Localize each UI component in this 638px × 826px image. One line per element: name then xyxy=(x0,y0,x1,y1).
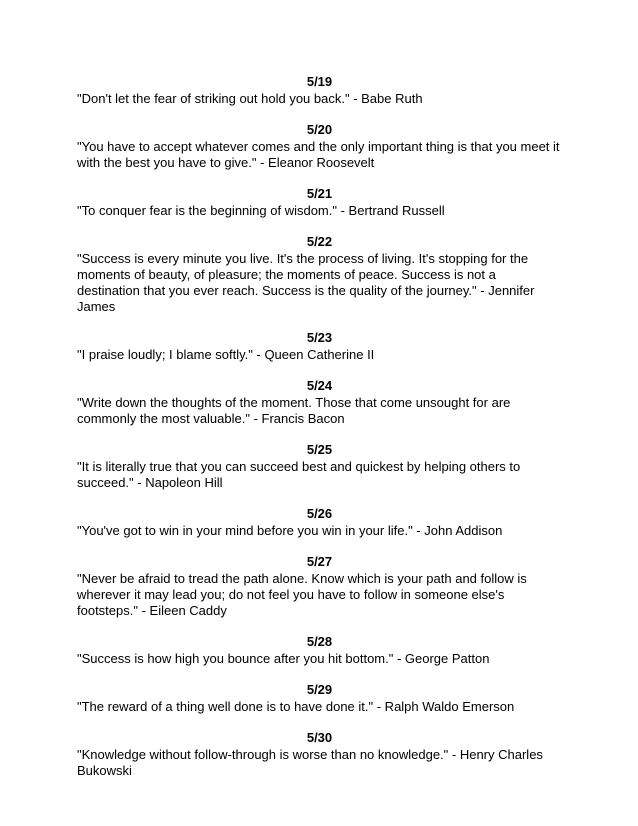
quote-entry xyxy=(77,554,562,619)
quote-text: "It is literally true that you can succeed best and quickest by helping others to succeed." - Napoleon Hill xyxy=(77,459,521,490)
quote-date: 5/29 xyxy=(306,682,333,697)
quote-entry xyxy=(77,442,562,491)
quote-entry xyxy=(77,330,562,363)
quote-entry xyxy=(77,730,562,779)
quote-date: 5/25 xyxy=(306,442,333,457)
quote-entry xyxy=(77,506,562,539)
quote-date: 5/23 xyxy=(306,330,333,345)
quote-text: "I praise loudly; I blame softly." - Queen Catherine II xyxy=(77,347,375,362)
quote-text: "Success is how high you bounce after you hit bottom." - George Patton xyxy=(77,651,490,666)
quote-entry xyxy=(77,634,562,667)
quote-text: "Don't let the fear of striking out hold you back." - Babe Ruth xyxy=(77,91,423,106)
quote-date: 5/22 xyxy=(306,234,333,249)
quote-date: 5/27 xyxy=(306,554,333,569)
quote-entry xyxy=(77,122,562,171)
quote-text: "Never be afraid to tread the path alone. Know which is your path and follow is wherever it may lead you; do not feel you have to follow in someone else's footsteps." - Eileen Caddy xyxy=(77,571,527,618)
quote-date: 5/30 xyxy=(306,730,333,745)
quote-text: "Success is every minute you live. It's the process of living. It's stopping for the moments of beauty, of pleasure; the moments of peace. Success is not a destination that you ever reach. Success is the quality of the journey." - Jennifer James xyxy=(77,251,535,314)
quote-text: "The reward of a thing well done is to have done it." - Ralph Waldo Emerson xyxy=(77,699,515,714)
quote-entry xyxy=(77,378,562,427)
quote-text: "You've got to win in your mind before you win in your life." - John Addison xyxy=(77,523,503,538)
quote-entry xyxy=(77,74,562,107)
quote-text: "Knowledge without follow-through is worse than no knowledge." - Henry Charles Bukowski xyxy=(77,747,543,778)
quote-date: 5/20 xyxy=(306,122,333,137)
quote-text: "To conquer fear is the beginning of wisdom." - Bertrand Russell xyxy=(77,203,445,218)
quote-entry xyxy=(77,234,562,315)
quote-date: 5/26 xyxy=(306,506,333,521)
quote-entry xyxy=(77,682,562,715)
quote-entry xyxy=(77,186,562,219)
quote-date: 5/28 xyxy=(306,634,333,649)
quote-list xyxy=(77,74,562,794)
quote-date: 5/19 xyxy=(306,74,333,89)
quote-date: 5/21 xyxy=(306,186,333,201)
quote-text: "Write down the thoughts of the moment. Those that come unsought for are commonly the most valuable." - Francis Bacon xyxy=(77,395,511,426)
quote-text: "You have to accept whatever comes and the only important thing is that you meet it with the best you have to give." - Eleanor Roosevelt xyxy=(77,139,560,170)
quote-date: 5/24 xyxy=(306,378,333,393)
